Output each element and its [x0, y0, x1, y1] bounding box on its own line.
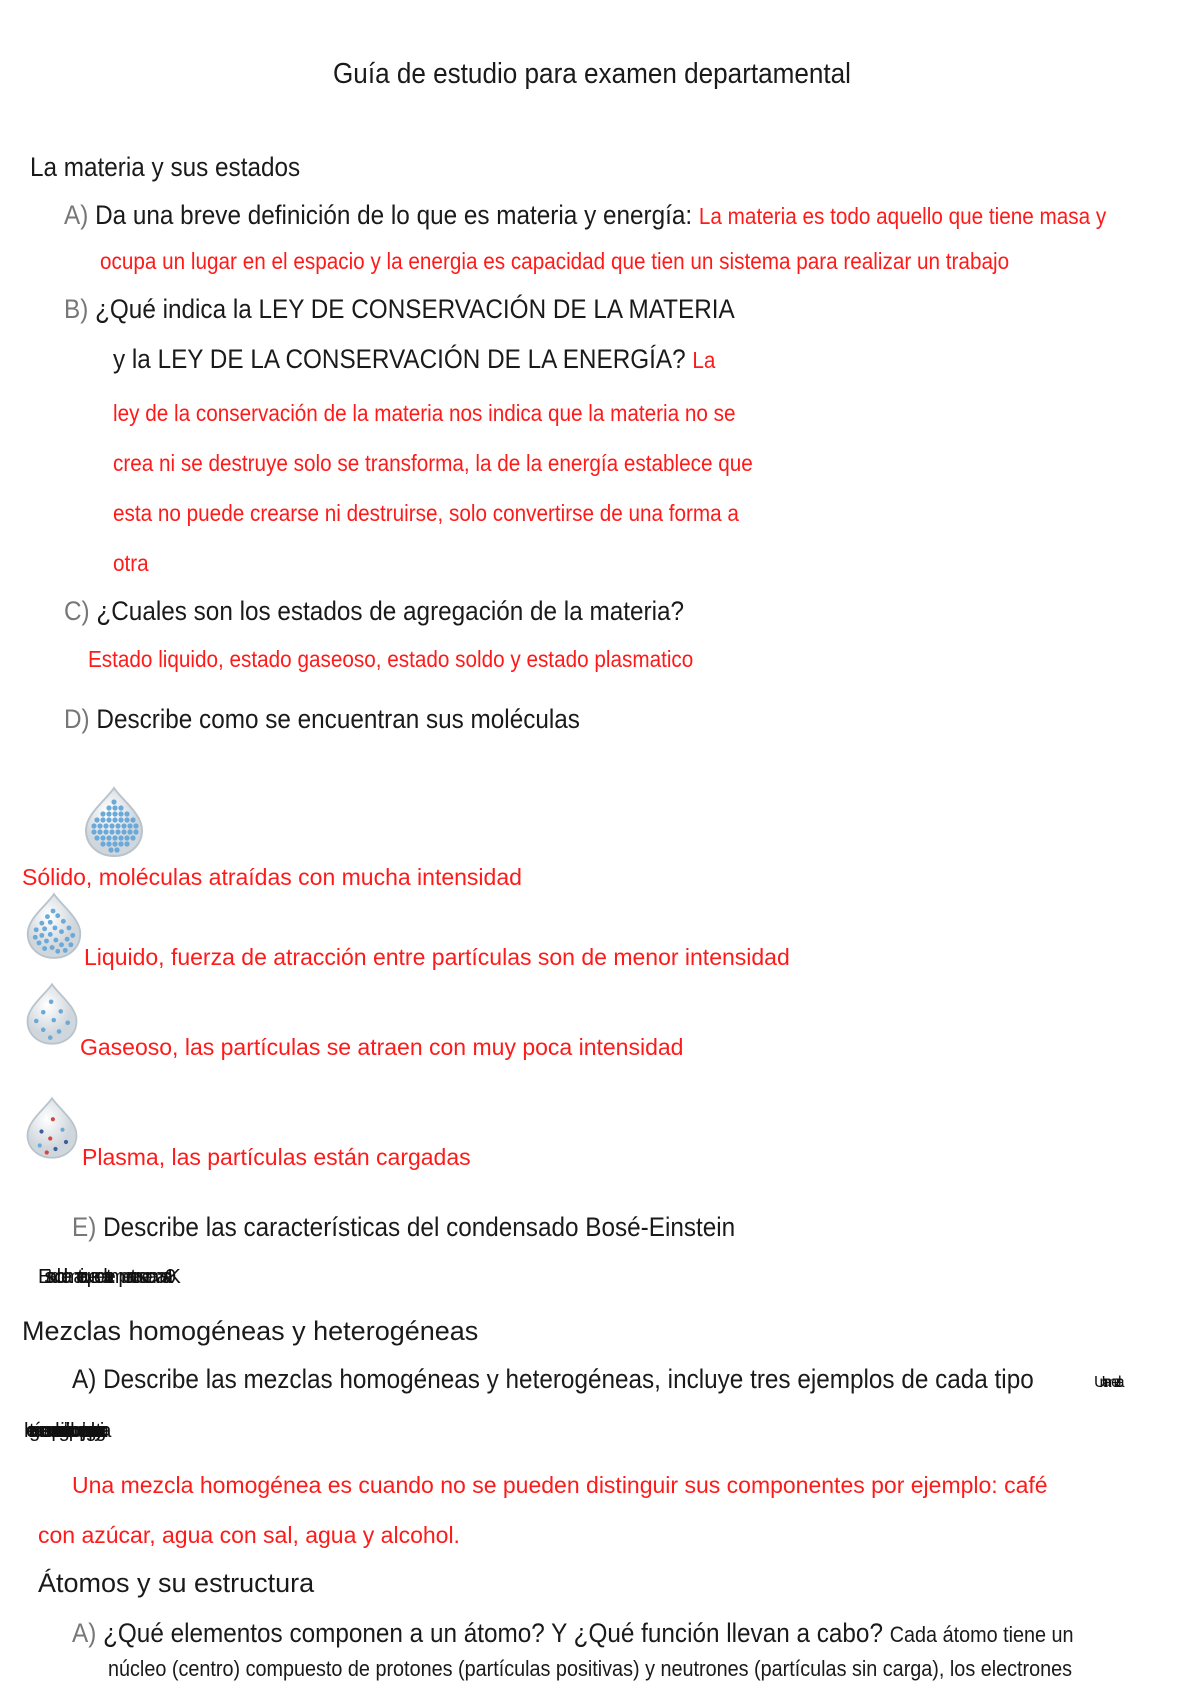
question-b-line2 [113, 344, 715, 375]
question-text: Describe las características del condensado Bosé-Einstein [103, 1212, 736, 1242]
question-letter: A) [64, 200, 89, 230]
answer-overlapped-text: Estado de la materia que se da a temperaturas cercanas a 0 K [38, 1266, 174, 1288]
answer-line: crea ni se destruye solo se transforma, la de la energía establece que [113, 450, 753, 476]
question-text: y la LEY DE LA CONSERVACIÓN DE LA ENERGÍA? [113, 344, 686, 374]
answer-line: otra [113, 550, 149, 576]
question-a [64, 200, 1106, 231]
answer-overlapped-tail: Una mezcla [1094, 1374, 1119, 1391]
question-mezclas-a [72, 1364, 1034, 1395]
state-solid-text: Sólido, moléculas atraídas con mucha intensidad [22, 864, 522, 890]
question-text: ¿Cuales son los estados de agregación de la materia? [96, 596, 685, 626]
question-letter: A) [72, 1364, 97, 1394]
question-letter: E) [72, 1212, 97, 1242]
question-atomos-a [72, 1618, 1074, 1649]
answer-text: Una mezcla homogénea es cuando no se pueden distinguir sus componentes por ejemplo: café [72, 1472, 1048, 1498]
answer-text: Cada átomo tiene un [889, 1622, 1074, 1647]
answer-text: núcleo (centro) compuesto de protones (partículas positivas) y neutrones (partículas sin carga), los electrones [108, 1656, 1073, 1681]
question-text: ¿Qué indica la LEY DE CONSERVACIÓN DE LA MATERIA [95, 294, 735, 324]
answer-text: Estado liquido, estado gaseoso, estado soldo y estado plasmatico [88, 646, 694, 672]
answer-text: con azúcar, agua con sal, agua y alcohol. [38, 1522, 460, 1548]
state-plasma-text: Plasma, las partículas están cargadas [82, 1144, 471, 1170]
section-heading-mezclas: Mezclas homogéneas y heterogéneas [22, 1316, 479, 1346]
question-text: Da una breve definición de lo que es materia y energía: [95, 200, 693, 230]
question-letter: D) [64, 704, 90, 734]
question-text: ¿Qué elementos componen a un átomo? Y ¿Qué función llevan a cabo? [103, 1618, 883, 1648]
gas-droplet-icon [24, 982, 80, 1046]
page-title: Guía de estudio para examen departamental [333, 58, 851, 90]
answer-text: La materia es todo aquello que tiene masa y [698, 203, 1107, 229]
question-b [64, 294, 735, 325]
question-letter: B) [64, 294, 89, 324]
answer-text: ocupa un lugar en el espacio y la energia es capacidad que tien un sistema para realizar un trabajo [100, 248, 1010, 274]
question-text: Describe las mezclas homogéneas y heterogéneas, incluye tres ejemplos de cada tipo [103, 1364, 1034, 1394]
answer-overlapped-text: heterogénea es cuando se pueden distinguir sus componentes por ejemplo: agua con aceite, arena y agua [24, 1420, 103, 1442]
question-text: Describe como se encuentran sus moléculas [96, 704, 580, 734]
section-heading-atomos: Átomos y su estructura [38, 1568, 315, 1598]
answer-text: La [692, 347, 716, 373]
solid-droplet-icon [82, 786, 146, 858]
section-heading-materia: La materia y sus estados [30, 152, 301, 182]
question-letter: A) [72, 1618, 97, 1648]
question-d [64, 704, 580, 735]
question-e [72, 1212, 735, 1243]
liquid-droplet-icon [24, 892, 84, 960]
state-liquid-text: Liquido, fuerza de atracción entre partículas son de menor intensidad [84, 944, 790, 970]
state-gas-text: Gaseoso, las partículas se atraen con muy poca intensidad [80, 1034, 684, 1060]
question-letter: C) [64, 596, 90, 626]
answer-line: ley de la conservación de la materia nos indica que la materia no se [113, 400, 736, 426]
plasma-droplet-icon [24, 1096, 80, 1160]
question-c [64, 596, 684, 627]
answer-line: esta no puede crearse ni destruirse, solo convertirse de una forma a [113, 500, 739, 526]
